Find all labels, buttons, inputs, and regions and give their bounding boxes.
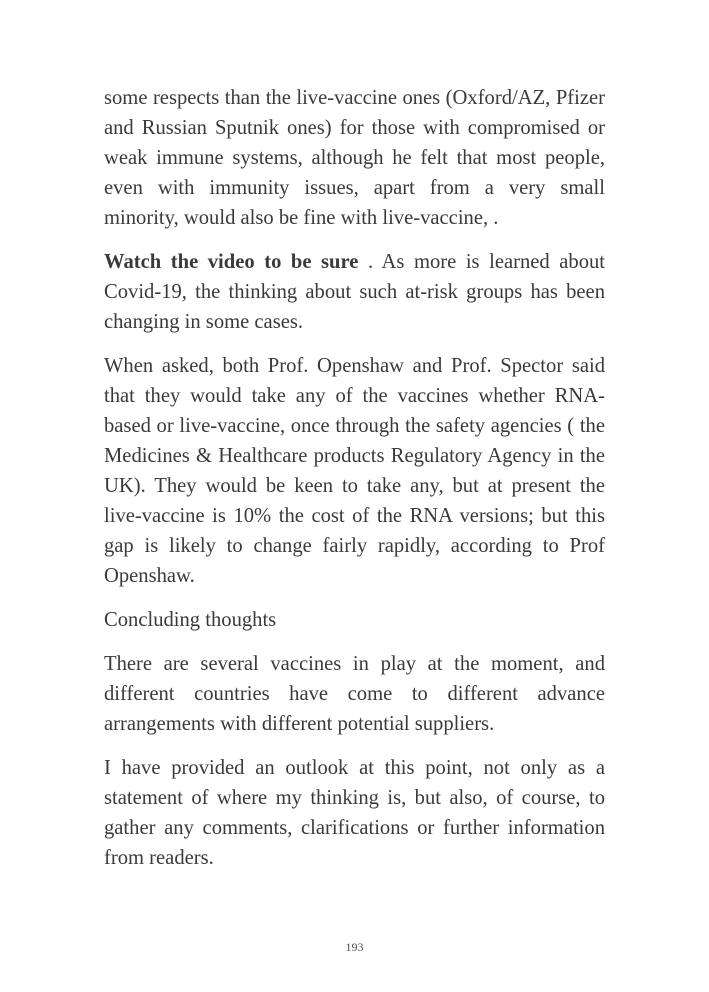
paragraph-vaccine-comparison: some respects than the live-vaccine ones (Oxford/AZ, Pfizer and Russian Sputnik ones) for those with compromised or weak immune systems, although he felt that most people, even with immunity issues, apart from a very small minority, would also be fine with live-vaccine, . bbox=[104, 87, 605, 229]
paragraph-vaccines-in-play: There are several vaccines in play at the moment, and different countries have come to different advance arrangements with different potential suppliers. bbox=[104, 653, 605, 735]
paragraph-watch-video bbox=[104, 247, 605, 337]
watch-video-text: . As more is learned about Covid-19, the thinking about such at-risk groups has been changing in some cases. bbox=[104, 251, 606, 333]
page-number: 193 bbox=[345, 940, 364, 954]
page-body bbox=[104, 83, 605, 887]
paragraph-professors-opinion: When asked, both Prof. Openshaw and Prof. Spector said that they would take any of the vaccines whether RNA-based or live-vaccine, once through the safety agencies ( the Medicines & Healthcare products Regulatory Agency in the UK). They would be keen to take any, but at present the live-vaccine is 10% the cost of the RNA versions; but this gap is likely to change fairly rapidly, according to Prof Openshaw. bbox=[104, 355, 605, 587]
watch-video-emphasis: Watch the video to be sure bbox=[104, 251, 359, 273]
paragraph-outlook: I have provided an outlook at this point, not only as a statement of where my thinking is, but also, of course, to gather any comments, clarifications or further information from readers. bbox=[104, 757, 605, 869]
section-heading-concluding-thoughts: Concluding thoughts bbox=[104, 609, 277, 631]
